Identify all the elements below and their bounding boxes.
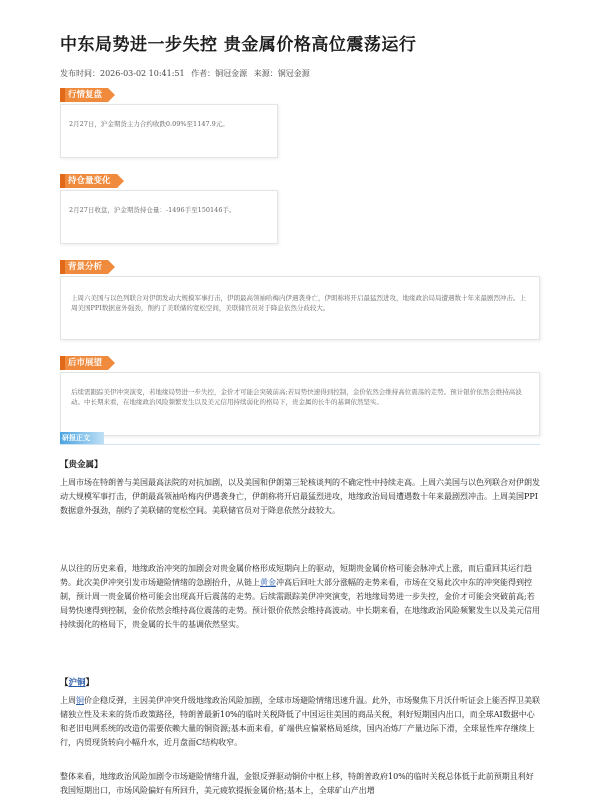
article-title: 中东局势进一步失控 贵金属价格高位震荡运行 — [60, 35, 417, 55]
gold-paragraph-1: 上周市场在特朗普与美国最高法院的对抗加剧，以及美国和伊朗第三轮核谈判的不确定性中持续走高。上周六美国与以色列联合对伊朗发动大规模军事打击，伊朗最高领袖哈梅内伊遇袭身亡，伊朗称将开启最猛烈进攻，地缘政治局局遭遇数十年来最剧烈冲击。上周美国PPI数据意外强劲，削约了美联储的宽松空间。美联储官员对于降息依然分歧较大。 — [60, 478, 540, 515]
copper-heading: 【沪铜】 — [60, 678, 95, 688]
section-text: 上周六美国与以色列联合对伊朗发动大规模军事打击，伊朗最高领袖哈梅内伊遇袭身亡，伊朗称将开启最猛烈进攻，地缘政治局局遭遇数十年来最剧烈冲击。上周美国PPI数据意外强劲，削约了美联储的宽松空间，美联储官员对于降息依然分歧较大。 — [71, 294, 526, 312]
publish-label: 发布时间： — [60, 69, 100, 78]
gold-link[interactable]: 黄金 — [260, 578, 276, 587]
source-label: 来源： — [253, 69, 278, 78]
section-text: 后续需跟踪美伊冲突演变，若地缘局势进一步失控，金价才可能会突破前高;若局势快速得到控制，金价依然会维持高位震荡的走势。预计银价依然会维持高波动。中长期来看，在地缘政治风险频繁发生以及美元信用持续弱化的格局下，贵金属的长牛的基调依然坚实。 — [71, 388, 522, 406]
copper-paragraph-2: 整体来看，地缘政治风险加剧令市场避险情绪升温，金银反弹驱动铜价中枢上移，特朗普政府10%的临时关税总体低于此前预期且利好我国短期出口，市场风险偏好有所回升，美元疲软提振金属价格;基本上，全球矿山产出增 — [60, 772, 534, 795]
section-tag-outlook: 后市展望 — [60, 356, 108, 370]
section-box-market-review — [60, 104, 278, 158]
section-tag-position-change: 持仓量变化 — [60, 174, 117, 188]
copper-price-link[interactable]: 铜 — [76, 696, 84, 705]
section-tag-market-review: 行情复盘 — [60, 88, 108, 102]
source: 铜冠金源 — [277, 69, 310, 78]
copper-link[interactable]: 沪铜 — [68, 678, 86, 688]
section-text: 2月27日收盘，沪金期货持仓量：-1496手至150146手。 — [69, 206, 236, 214]
gold-heading: 【贵金属】 — [60, 460, 103, 470]
author: 铜冠金源 — [215, 69, 248, 78]
section-box-position-change — [60, 190, 278, 244]
gold-paragraph-2: 从以往的历史来看，地缘政治冲突的加剧会对贵金属价格形成短期向上的驱动，短期贵金属价格可能会脉冲式上涨，而后重回其运行趋势。此次美伊冲突引发市场避险情绪的急剧抬升，从链上黄金冲高后回吐大部分涨幅的走势来看，市场在交易此次中东的冲突能得到控制，预计周一贵金属价格可能会出现高开后震荡的走势。后续需跟踪美伊冲突演变，若地缘局势进一步失控，金价才可能会突破前高;若局势快速得到控制，金价依然会维持高位震荡的走势。预计银价依然会维持高波动。中长期来看，在地缘政治风险频繁发生以及美元信用持续弱化的格局下，贵金属的长牛的基调依然坚实。 — [60, 564, 540, 629]
section-box-outlook — [60, 372, 540, 436]
section-tag-background: 背景分析 — [60, 260, 108, 274]
copper-paragraph-1: 上周铜价企稳反弹，主因美伊冲突升级地缘政治风险加剧，全球市场避险情绪迅速升温。此外，市场聚焦下月沃什听证会上能否捍卫美联储独立性及未来的货币政策路径，特朗普最新10%的临时关税降低了中国运往美国的商品关税，利好短期国内出口，而全球AI数据中心和老旧电网系统的改造仍需要依赖大量的铜资源;基本面来看，矿端供应偏紧格局延续，国内冶炼厂产量边际下滑，全球显性库存继续上行，内贸现货转向小幅升水，近月盘面C结构收窄。 — [60, 696, 540, 747]
section-text: 2月27日，沪金期货主力合约收跌0.09%至1147.9元。 — [69, 120, 229, 128]
report-header — [60, 432, 540, 445]
article-meta — [60, 68, 314, 79]
section-box-background — [60, 276, 540, 340]
author-label: 作者： — [191, 69, 216, 78]
publish-time: 2026-03-02 10:41:51 — [100, 69, 185, 78]
report-label: 研报正文 — [60, 432, 104, 444]
